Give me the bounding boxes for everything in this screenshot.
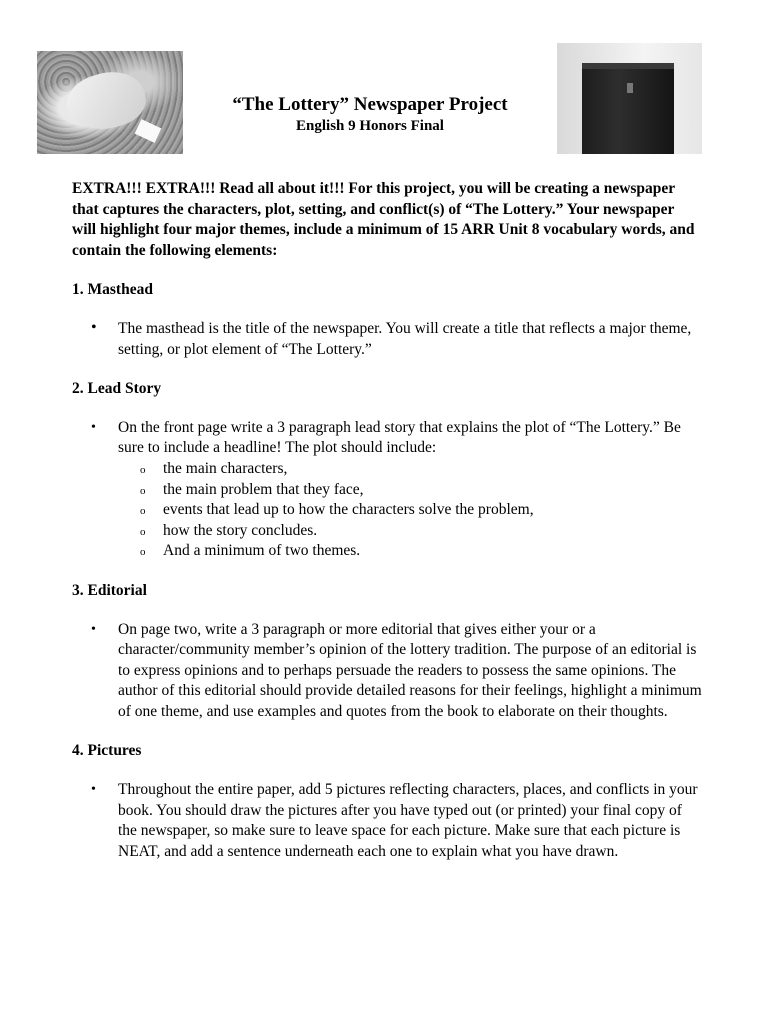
list-item [72, 620, 702, 723]
bullet-icon: • [91, 419, 96, 435]
bullet-list [72, 620, 702, 723]
document-subtitle: English 9 Honors Final [296, 118, 444, 134]
document-body [72, 179, 702, 881]
bullet-text: On page two, write a 3 paragraph or more editorial that gives either your or a character/community member’s opinion of the lottery tradition. The purpose of an editorial is to express opinions and to perhaps persuade the readers to possess the same opinions. The author of this editorial should provide detailed reasons for their feelings, highlight a minimum of one theme, and use examples and quotes from the book to elaborate on their thoughts. [118, 620, 702, 720]
bullet-list [72, 418, 702, 562]
circle-bullet-icon: o [140, 505, 146, 518]
intro-paragraph: EXTRA!!! EXTRA!!! Read all about it!!! For this project, you will be creating a newspaper that captures the characters, plot, setting, and conflict(s) of “The Lottery.” Your newspaper will highlight four major themes, include a minimum of 15 ARR Unit 8 vocabulary words, and contain the following elements: [72, 180, 695, 259]
bullet-list [72, 319, 702, 360]
hand-with-stones-photo [37, 51, 183, 154]
document-header [190, 94, 550, 136]
list-item [72, 418, 702, 562]
bullet-text: Throughout the entire paper, add 5 pictures reflecting characters, places, and conflicts in your book. You should draw the pictures after you have typed out (or printed) your final copy of the newspaper, so make sure to leave space for each picture. Make sure that each picture is NEAT, and add a sentence underneath each one to explain what you have drawn. [118, 781, 698, 860]
list-item [72, 319, 702, 360]
circle-bullet-icon: o [140, 463, 146, 476]
box-latch [627, 83, 633, 93]
section-pictures [72, 741, 702, 862]
section-heading: 1. Masthead [72, 281, 153, 299]
sub-list-item: o the main problem that they face, [118, 480, 702, 501]
list-item [72, 780, 702, 862]
section-editorial [72, 581, 702, 723]
sub-list-item: o events that lead up to how the characters solve the problem, [118, 500, 702, 521]
black-box-photo [557, 43, 702, 154]
black-box [582, 63, 674, 154]
document-title: “The Lottery” Newspaper Project [232, 94, 508, 115]
bullet-icon: • [91, 782, 96, 798]
section-masthead [72, 280, 702, 360]
bullet-list [72, 780, 702, 862]
bullet-text: On the front page write a 3 paragraph lead story that explains the plot of “The Lottery.” Be sure to include a headline! The plot should include: [118, 418, 681, 457]
circle-bullet-icon: o [140, 484, 146, 497]
circle-bullet-icon: o [140, 546, 146, 559]
sub-list-item: o the main characters, [118, 459, 702, 480]
section-lead-story [72, 379, 702, 562]
bullet-text: The masthead is the title of the newspaper. You will create a title that reflects a major theme, setting, or plot element of “The Lottery.” [118, 319, 692, 358]
section-heading: 4. Pictures [72, 742, 142, 760]
bullet-icon: • [91, 318, 97, 336]
paper-slip [135, 119, 162, 143]
sub-list [118, 459, 702, 562]
sub-list-item: o how the story concludes. [118, 521, 702, 542]
circle-bullet-icon: o [140, 525, 146, 538]
sub-list-item: o And a minimum of two themes. [118, 541, 702, 562]
section-heading: 3. Editorial [72, 581, 147, 599]
bullet-icon: • [91, 621, 96, 637]
section-heading: 2. Lead Story [72, 380, 162, 398]
